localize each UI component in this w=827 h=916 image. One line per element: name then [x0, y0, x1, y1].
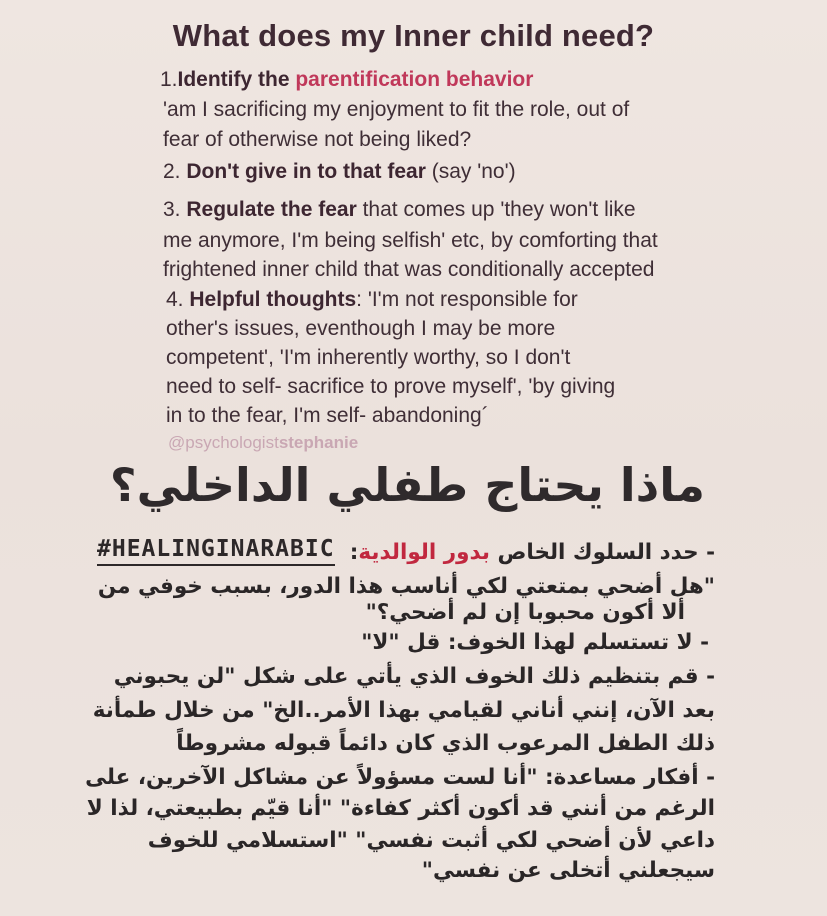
english-title: What does my Inner child need? — [172, 18, 655, 53]
item-2 — [163, 160, 516, 184]
handle-prefix: @psychologist — [168, 433, 279, 452]
arabic-line-9: الرغم من أنني قد أكون أكثر كفاءة" "أنا قيّم بطبيعتي، لذا لا — [86, 796, 715, 821]
item-2-rest: (say 'no') — [425, 160, 516, 183]
arabic-line-4: - لا تستسلم لهذا الخوف: قل "لا" — [361, 630, 709, 655]
item-3-heading — [163, 198, 636, 222]
item-4-line-5: in to the fear, I'm self- abandoning´ — [166, 404, 489, 427]
arabic-title: ماذا يحتاج طفلي الداخلي؟ — [109, 458, 705, 512]
item-1-bold: Identify the — [177, 68, 296, 91]
arabic-line-10: داعي لأن أضحي لكي أثبت نفسي" "استسلامي للخوف — [147, 828, 715, 853]
arabic-line-7: ذلك الطفل المرعوب الذي كان دائماً قبوله مشروطاً — [176, 731, 715, 756]
item-2-number: 2. — [163, 160, 187, 183]
item-4-line-4: need to self- sacrifice to prove myself', 'by giving — [166, 375, 616, 398]
item-4-rest: : 'I'm not responsible for — [356, 288, 578, 311]
arabic-line-1-start: - حدد السلوك الخاص — [489, 540, 715, 565]
item-1-heading — [160, 68, 533, 92]
item-2-bold: Don't give in to that fear — [186, 160, 426, 183]
arabic-line-1-red: بدور الوالدية — [358, 540, 490, 565]
item-3-rest: that comes up 'they won't like — [356, 198, 636, 221]
arabic-line-11: سيجعلني أتخلى عن نفسي" — [421, 858, 715, 883]
arabic-line-8: - أفكار مساعدة: "أنا لست مسؤولاً عن مشاكل الآخرين، على — [85, 765, 715, 790]
item-1-number: 1. — [160, 68, 178, 91]
item-4-bold: Helpful thoughts — [189, 288, 357, 311]
arabic-line-1 — [350, 540, 715, 565]
arabic-line-3: ألا أكون محبوبا إن لم أضحي؟" — [365, 600, 685, 625]
arabic-line-5: - قم بتنظيم ذلك الخوف الذي يأتي على شكل "لن يحبوني — [113, 664, 715, 689]
item-1-accent: parentification behavior — [295, 68, 534, 91]
hashtag: #HEALINGINARABIC — [97, 536, 335, 566]
item-3-line-2: me anymore, I'm being selfish' etc, by comforting that — [163, 229, 658, 252]
arabic-line-6: بعد الآن، إنني أناني لقيامي بهذا الأمر..الخ" من خلال طمأنة — [92, 698, 715, 723]
handle-name: stephanie — [278, 433, 359, 452]
item-4-line-3: competent', 'I'm inherently worthy, so I don't — [166, 346, 571, 369]
item-4-number: 4. — [166, 288, 190, 311]
item-3-bold: Regulate the fear — [186, 198, 357, 221]
item-4-heading — [166, 288, 578, 312]
item-4-line-2: other's issues, eventhough I may be more — [166, 317, 556, 340]
item-1-line-3: fear of otherwise not being liked? — [163, 128, 472, 151]
item-3-number: 3. — [163, 198, 187, 221]
item-3-line-3: frightened inner child that was conditionally accepted — [163, 258, 655, 281]
arabic-line-1-end: : — [349, 540, 359, 565]
item-1-line-2: 'am I sacrificing my enjoyment to fit the role, out of — [163, 98, 630, 121]
author-handle — [168, 433, 358, 453]
arabic-line-2: "هل أضحي بمتعتي لكي أناسب هذا الدور، بسبب خوفي من — [97, 574, 715, 599]
